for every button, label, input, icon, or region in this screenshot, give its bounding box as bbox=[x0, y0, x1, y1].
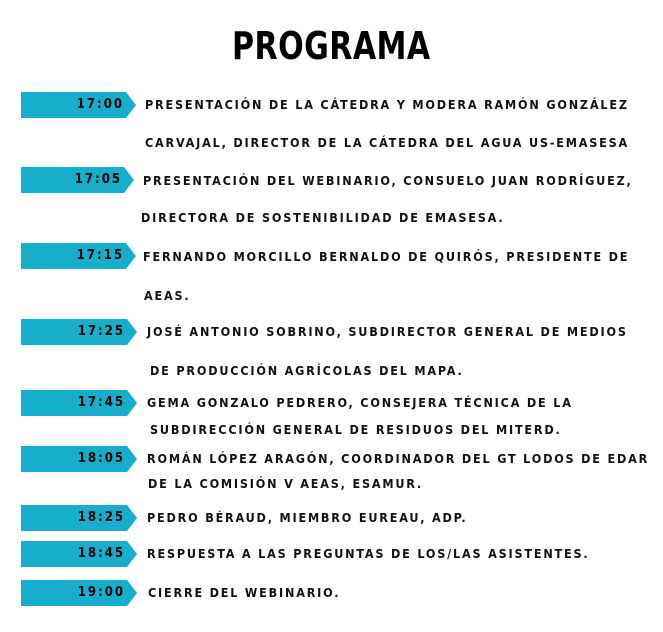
item-text-line: DE PRODUCCIÓN AGRÍCOLAS DEL MAPA. bbox=[150, 363, 464, 378]
item-text-line: PEDRO BÉRAUD, MIEMBRO EUREAU, ADP. bbox=[147, 510, 468, 525]
time-tag: 17:45 bbox=[21, 390, 137, 416]
item-text-line: GEMA GONZALO PEDRERO, CONSEJERA TÉCNICA DE LA bbox=[147, 395, 573, 410]
item-text-line: PRESENTACIÓN DE LA CÁTEDRA Y MODERA RAMÓN GONZÁLEZ bbox=[145, 97, 629, 112]
item-text-line: SUBDIRECCIÓN GENERAL DE RESIDUOS DEL MITERD. bbox=[150, 422, 562, 437]
time-tag: 17:25 bbox=[21, 319, 137, 345]
time-tag: 17:00 bbox=[21, 92, 136, 118]
item-text-line: CARVAJAL, DIRECTOR DE LA CÁTEDRA DEL AGUA US-EMASESA bbox=[145, 135, 630, 150]
time-tag: 18:05 bbox=[21, 446, 137, 472]
time-tag: 19:00 bbox=[21, 580, 137, 606]
item-text-line: PRESENTACIÓN DEL WEBINARIO, CONSUELO JUAN RODRÍGUEZ, bbox=[143, 173, 633, 188]
item-text-line: CIERRE DEL WEBINARIO. bbox=[148, 585, 341, 600]
item-text-line: JOSÉ ANTONIO SOBRINO, SUBDIRECTOR GENERAL DE MEDIOS bbox=[147, 324, 628, 339]
time-tag: 18:45 bbox=[21, 541, 137, 567]
item-text-line: AEAS. bbox=[144, 288, 191, 303]
time-tag: 17:05 bbox=[21, 167, 134, 193]
item-text-line: RESPUESTA A LAS PREGUNTAS DE LOS/LAS ASISTENTES. bbox=[147, 546, 590, 561]
item-text-line: DE LA COMISIÓN V AEAS, ESAMUR. bbox=[148, 476, 424, 491]
page-title: PROGRAMA bbox=[231, 24, 431, 68]
time-tag: 18:25 bbox=[21, 505, 137, 531]
time-tag: 17:15 bbox=[21, 243, 136, 269]
item-text-line: FERNANDO MORCILLO BERNALDO DE QUIRÓS, PRESIDENTE DE bbox=[143, 249, 630, 264]
item-text-line: DIRECTORA DE SOSTENIBILIDAD DE EMASESA. bbox=[141, 210, 505, 225]
item-text-line: ROMÁN LÓPEZ ARAGÓN, COORDINADOR DEL GT LODOS DE EDAR bbox=[147, 451, 650, 466]
